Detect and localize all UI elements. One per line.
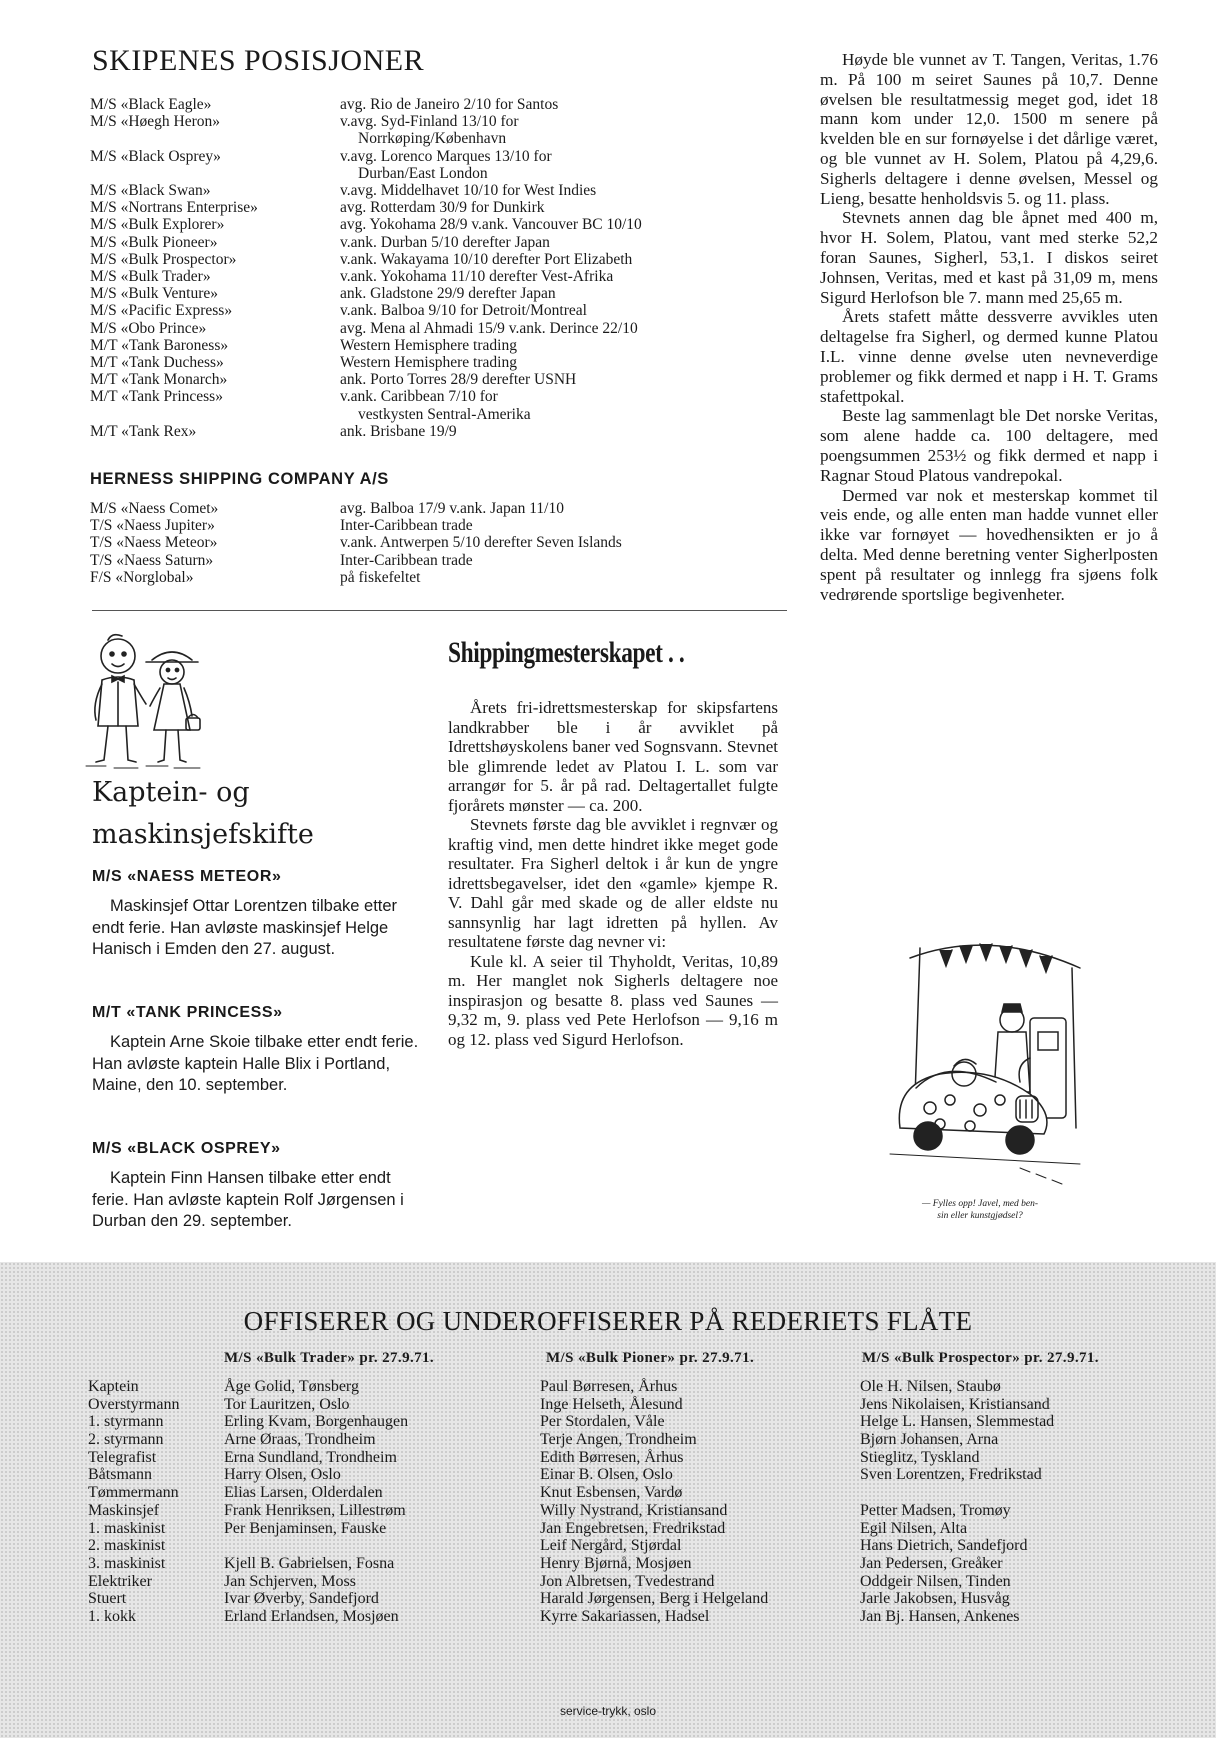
herness-list (90, 500, 622, 586)
ship-row (90, 534, 622, 551)
ship-status (340, 148, 552, 182)
officer-cell: Maskinsjef (88, 1501, 160, 1519)
ship-name: M/T «Tank Duchess» (90, 354, 224, 372)
officer-cell: Elektriker (88, 1572, 152, 1590)
entry-text: Kaptein Arne Skoie tilbake etter endt ferie. Han avløste kaptein Halle Blix i Portland, Maine, den 10. september. (92, 1033, 419, 1094)
officer-cell: 3. maskinist (88, 1554, 166, 1572)
ship-row (90, 113, 642, 147)
captain-section-title (92, 772, 314, 856)
ship-name: M/S «Bulk Prospector» (90, 250, 237, 268)
officer-cell: Erna Sundland, Trondheim (224, 1448, 397, 1466)
paragraph: Årets stafett måtte dessverre avvikles uten deltagelse fra Sigherl, og dermed kunne Platou I.L. vinne denne øvelse uten nevneverdige problemer og fikk dermed et napp i H. T. Grams stafettpokal. (820, 307, 1158, 406)
ship-name: M/S «Obo Prince» (90, 319, 207, 337)
ship-row (90, 148, 642, 182)
officer-cell: Jon Albretsen, Tvedestrand (540, 1572, 715, 1590)
officer-cell: Erland Erlandsen, Mosjøen (224, 1607, 399, 1625)
officer-cell: Tor Lauritzen, Oslo (224, 1395, 350, 1413)
caption-line: sin eller kunstgjødsel? (937, 1211, 1023, 1221)
officer-cell: Overstyrmann (88, 1395, 180, 1413)
officer-cell: Stuert (88, 1590, 127, 1608)
paragraph: Dermed var nok et mesterskap kommet til veis ende, og alle enten man hadde vunnet eller ikke var fornøyet — hovedhensikten er jo å delta. Med denne beretning venter Sigherlposten spent på resultater og innlegg fra sjøens folk vedrørende sportslige begivenheter. (820, 485, 1158, 604)
caption-line: — Fylles opp! Javel, med ben- (921, 1199, 1039, 1209)
printer-footer: service-trykk, oslo (559, 1704, 657, 1718)
ship-name: T/S «Naess Jupiter» (90, 517, 215, 535)
ship-row (90, 371, 642, 388)
paragraph: Stevnets første dag ble avviklet i regnvær og kraftig vind, men dette hindret ikke meget gode resultater. Fra Sigherl deltok i år kun de yngre idrettsbegavelser, idet den «gamle» kjempe R. V. Dahl går med skade og de aller eldste nu sannsynlig har lagt idretten på hyllen. Av resultatene første dag nevner vi: (448, 815, 778, 951)
status-line: Inter-Caribbean trade (340, 551, 473, 569)
gas-station-cartoon (880, 928, 1090, 1198)
title-line: Kaptein- og (92, 777, 250, 808)
officer-cell: Båtsmann (88, 1466, 152, 1484)
captain-entry (92, 868, 422, 961)
ship-status (340, 216, 642, 233)
status-line: v.avg. Syd-Finland 13/10 for (340, 113, 519, 131)
ship-status (340, 354, 517, 371)
ship-row (90, 302, 642, 319)
ship-status (340, 285, 556, 302)
ship-name: M/T «Tank Rex» (90, 422, 197, 440)
officer-cell: Kyrre Sakariassen, Hadsel (540, 1607, 710, 1625)
status-line: avg. Mena al Ahmadi 15/9 v.ank. Derince 22/10 (340, 319, 638, 337)
ship-row (90, 234, 642, 251)
entry-ship: M/T «TANK PRINCESS» (92, 1004, 283, 1021)
ship-status (340, 569, 420, 586)
officer-cell: Petter Madsen, Tromøy (860, 1501, 1011, 1519)
status-line: v.ank. Durban 5/10 derefter Japan (340, 233, 550, 251)
status-line: v.avg. Middelhavet 10/10 for West Indies (340, 182, 597, 200)
paragraph: Beste lag sammenlagt ble Det norske Veritas, som alene hadde ca. 100 deltagere, med poengsummen 253½ og fikk dermed et napp i Ragnar Stoud Platous vandrepokal. (820, 406, 1158, 485)
captain-entry (92, 1140, 422, 1233)
officer-cell: Per Benjaminsen, Fauske (224, 1519, 387, 1537)
officer-cell: Jens Nikolaisen, Kristiansand (860, 1395, 1050, 1413)
ship-status (340, 199, 544, 216)
ship-name: M/S «Nortrans Enterprise» (90, 199, 258, 217)
status-line: v.ank. Balboa 9/10 for Detroit/Montreal (340, 302, 587, 320)
status-line: Western Hemisphere trading (340, 336, 517, 354)
ship-name: M/T «Tank Monarch» (90, 371, 228, 389)
article-continuation (820, 50, 1158, 604)
officer-cell: Leif Nergård, Stjørdal (540, 1537, 682, 1555)
ship-status (340, 113, 519, 147)
ship-name: T/S «Naess Meteor» (90, 534, 218, 552)
officer-cell: Inge Helseth, Ålesund (540, 1395, 683, 1413)
ship-row (90, 285, 642, 302)
status-line: Western Hemisphere trading (340, 354, 517, 372)
ship-status (340, 337, 517, 354)
status-line: Durban/East London (358, 164, 488, 182)
ship-status (340, 234, 550, 251)
status-line: ank. Porto Torres 28/9 derefter USNH (340, 371, 577, 389)
ship-status (340, 500, 564, 517)
officer-cell: 2. styrmann (88, 1431, 164, 1449)
ship-row (90, 320, 642, 337)
article-body (448, 698, 778, 1049)
bulk-pioner-column (540, 1378, 768, 1626)
status-line: på fiskefeltet (340, 568, 421, 586)
ship-column-header: M/S «Bulk Pioner» pr. 27.9.71. (546, 1350, 755, 1366)
status-line: ank. Gladstone 29/9 derefter Japan (340, 285, 556, 303)
entry-text: Kaptein Finn Hansen tilbake etter endt ferie. Han avløste kaptein Rolf Jørgensen i Durban den 29. september. (92, 1169, 404, 1230)
rank-column (88, 1378, 180, 1626)
ship-name: F/S «Norglobal» (90, 568, 194, 586)
ship-status (340, 371, 576, 388)
ship-name: M/T «Tank Princess» (90, 388, 223, 406)
ship-status (340, 302, 587, 319)
status-line: Norrkøping/København (358, 130, 507, 148)
ship-status (340, 388, 531, 422)
officer-cell: Elias Larsen, Olderdalen (224, 1484, 383, 1502)
officer-cell (860, 1484, 1054, 1502)
ship-row (90, 552, 622, 569)
officer-cell: Kaptein (88, 1378, 139, 1395)
officer-cell: Åge Golid, Tønsberg (224, 1378, 359, 1395)
status-line: Inter-Caribbean trade (340, 517, 473, 535)
officer-cell: Henry Bjørnå, Mosjøen (540, 1554, 692, 1572)
ship-name: T/S «Naess Saturn» (90, 551, 214, 569)
ship-row (90, 199, 642, 216)
officer-cell: Harald Jørgensen, Berg i Helgeland (540, 1590, 769, 1608)
ship-row (90, 517, 622, 534)
article-title: Shippingmesterskapet . . (448, 636, 685, 669)
ship-status (340, 517, 473, 534)
bulk-trader-column (224, 1378, 408, 1626)
officer-cell: Arne Øraas, Trondheim (224, 1431, 376, 1449)
ship-row (90, 96, 642, 113)
status-line: ank. Brisbane 19/9 (340, 422, 457, 440)
ship-column-header: M/S «Bulk Prospector» pr. 27.9.71. (862, 1350, 1099, 1366)
officer-cell: Bjørn Johansen, Arna (860, 1431, 999, 1449)
status-line: v.ank. Yokohama 11/10 derefter Vest-Afrika (340, 268, 614, 286)
ship-row (90, 182, 642, 199)
officer-cell: Egil Nilsen, Alta (860, 1519, 968, 1537)
captain-entry (92, 1004, 422, 1097)
officer-cell: Stieglitz, Tyskland (860, 1448, 980, 1466)
ship-status (340, 268, 613, 285)
ship-row (90, 216, 642, 233)
ship-name: M/S «Naess Comet» (90, 500, 219, 517)
entry-ship: M/S «BLACK OSPREY» (92, 1140, 281, 1157)
ship-row (90, 268, 642, 285)
ship-name: M/S «Bulk Explorer» (90, 216, 225, 234)
ship-name: M/T «Tank Baroness» (90, 336, 229, 354)
ship-name: M/S «Bulk Venture» (90, 285, 219, 303)
status-line: avg. Yokohama 28/9 v.ank. Vancouver BC 10/10 (340, 216, 642, 234)
officer-cell: Ole H. Nilsen, Staubø (860, 1378, 1001, 1395)
officer-cell: 1. maskinist (88, 1519, 166, 1537)
ship-name: M/S «Pacific Express» (90, 302, 233, 320)
title-line: maskinsjefskifte (92, 819, 314, 850)
status-line: v.ank. Antwerpen 5/10 derefter Seven Islands (340, 534, 622, 552)
ship-name: M/S «Black Eagle» (90, 96, 212, 113)
ship-status (340, 534, 622, 551)
family-illustration (74, 626, 214, 774)
ship-status (340, 251, 632, 268)
paragraph: Høyde ble vunnet av T. Tangen, Veritas, 1.76 m. På 100 m seiret Saunes på 10,7. Denne øvelsen ble resultatmessig meget god, idet 18 mann kom under 12,0. 1500 m senere på kvelden ble en sur fornøyelse i det dårlige været, og ble vunnet av H. Solem, Platou på 4,29,6. Sigherls deltagere i denne øvelsen, Messel og Lieng, besatte henholdsvis 5. og 11. plass. (820, 50, 1158, 208)
officer-cell: Sven Lorentzen, Fredrikstad (860, 1466, 1042, 1484)
officer-cell: Einar B. Olsen, Oslo (540, 1466, 673, 1484)
ship-row (90, 354, 642, 371)
ship-name: M/S «Black Swan» (90, 182, 211, 200)
ship-status (340, 96, 558, 113)
ship-row (90, 251, 642, 268)
cartoon-caption (880, 1198, 1080, 1222)
officers-title: OFFISERER OG UNDEROFFISERER PÅ REDERIETS FLÅTE (243, 1306, 973, 1336)
ship-status (340, 423, 457, 440)
officer-cell: Oddgeir Nilsen, Tinden (860, 1572, 1011, 1590)
status-line: avg. Rotterdam 30/9 for Dunkirk (340, 199, 545, 217)
officer-cell: Harry Olsen, Oslo (224, 1466, 341, 1484)
officer-cell: Paul Børresen, Århus (540, 1378, 678, 1395)
officer-cell: Kjell B. Gabrielsen, Fosna (224, 1554, 395, 1572)
ship-status (340, 320, 638, 337)
paragraph: Årets fri-idrettsmesterskap for skipsfartens landkrabber ble i år avviklet på Idrettshøyskolens baner ved Sognsvann. Stevnet ble glimrende ledet av Platou I. L. som var arrangør for 5. år på rad. Deltagertallet fulgte fjorårets mønster — ca. 200. (448, 698, 778, 815)
herness-title: HERNESS SHIPPING COMPANY A/S (90, 470, 389, 488)
section-divider (92, 610, 787, 611)
officer-cell: Erling Kvam, Borgenhaugen (224, 1413, 409, 1431)
positions-title: SKIPENES POSISJONER (92, 44, 425, 77)
entry-text: Maskinsjef Ottar Lorentzen tilbake etter endt ferie. Han avløste maskinsjef Helge Hanisch i Emden den 27. august. (92, 897, 398, 958)
ship-name: M/S «Høegh Heron» (90, 113, 221, 131)
ship-status (340, 182, 596, 199)
ship-name: M/S «Bulk Trader» (90, 268, 211, 286)
status-line: v.avg. Lorenco Marques 13/10 for (340, 147, 552, 165)
status-line: v.ank. Wakayama 10/10 derefter Port Elizabeth (340, 250, 633, 268)
officer-cell: Jan Engebretsen, Fredrikstad (540, 1519, 726, 1537)
paragraph: Stevnets annen dag ble åpnet med 400 m, hvor H. Solem, Platou, vant med sterke 52,2 foran Saunes, Sigherl, 53,1. I diskos seiret Johnsen, Veritas, med et kast på 31,09 m, mens Sigurd Herlofson ble 7. mann med 25,65 m. (820, 208, 1158, 307)
officer-cell: Hans Dietrich, Sandefjord (860, 1537, 1028, 1555)
status-line: avg. Balboa 17/9 v.ank. Japan 11/10 (340, 500, 564, 517)
officer-cell: Telegrafist (88, 1448, 157, 1466)
officer-cell: Per Stordalen, Våle (540, 1413, 665, 1431)
status-line: v.ank. Caribbean 7/10 for (340, 388, 498, 406)
officer-cell: Willy Nystrand, Kristiansand (540, 1501, 728, 1519)
ship-column-header: M/S «Bulk Trader» pr. 27.9.71. (224, 1350, 435, 1366)
officer-cell: Jan Schjerven, Moss (224, 1572, 356, 1590)
bulk-prospector-column (860, 1378, 1054, 1626)
positions-list (90, 96, 642, 440)
officer-cell: Jan Pedersen, Greåker (860, 1554, 1003, 1572)
paragraph: Kule kl. A seier til Thyholdt, Veritas, 10,89 m. Her manglet nok Sigherls deltagere noe inspirasjon og besatte 8. plass ved Saunes — 9,32 m, 9. plass ved Pete Herlofson — 9,16 m og 12. plass ved Sigurd Herlofson. (448, 951, 778, 1049)
ship-name: M/S «Black Osprey» (90, 147, 221, 165)
ship-row (90, 423, 642, 440)
officer-cell (224, 1537, 408, 1555)
officer-cell: Edith Børresen, Århus (540, 1448, 684, 1466)
officer-cell: 2. maskinist (88, 1537, 166, 1555)
ship-row (90, 337, 642, 354)
officer-cell: Terje Angen, Trondheim (540, 1431, 697, 1449)
ship-row (90, 500, 622, 517)
officer-cell: 1. kokk (88, 1607, 136, 1625)
ship-status (340, 552, 473, 569)
officer-cell: Frank Henriksen, Lillestrøm (224, 1501, 406, 1519)
ship-name: M/S «Bulk Pioneer» (90, 233, 218, 251)
ship-row (90, 569, 622, 586)
officer-cell: Helge L. Hansen, Slemmestad (860, 1413, 1055, 1431)
officer-cell: Tømmermann (88, 1484, 179, 1502)
officer-cell: Ivar Øverby, Sandefjord (224, 1590, 379, 1608)
officer-cell: 1. styrmann (88, 1413, 164, 1431)
officer-cell: Jarle Jakobsen, Husvåg (860, 1590, 1010, 1608)
status-line: vestkysten Sentral-Amerika (358, 405, 531, 423)
ship-row (90, 388, 642, 422)
status-line: avg. Rio de Janeiro 2/10 for Santos (340, 96, 559, 113)
officer-cell: Jan Bj. Hansen, Ankenes (860, 1607, 1020, 1625)
officer-cell: Knut Esbensen, Vardø (540, 1484, 683, 1502)
entry-ship: M/S «NAESS METEOR» (92, 868, 282, 885)
